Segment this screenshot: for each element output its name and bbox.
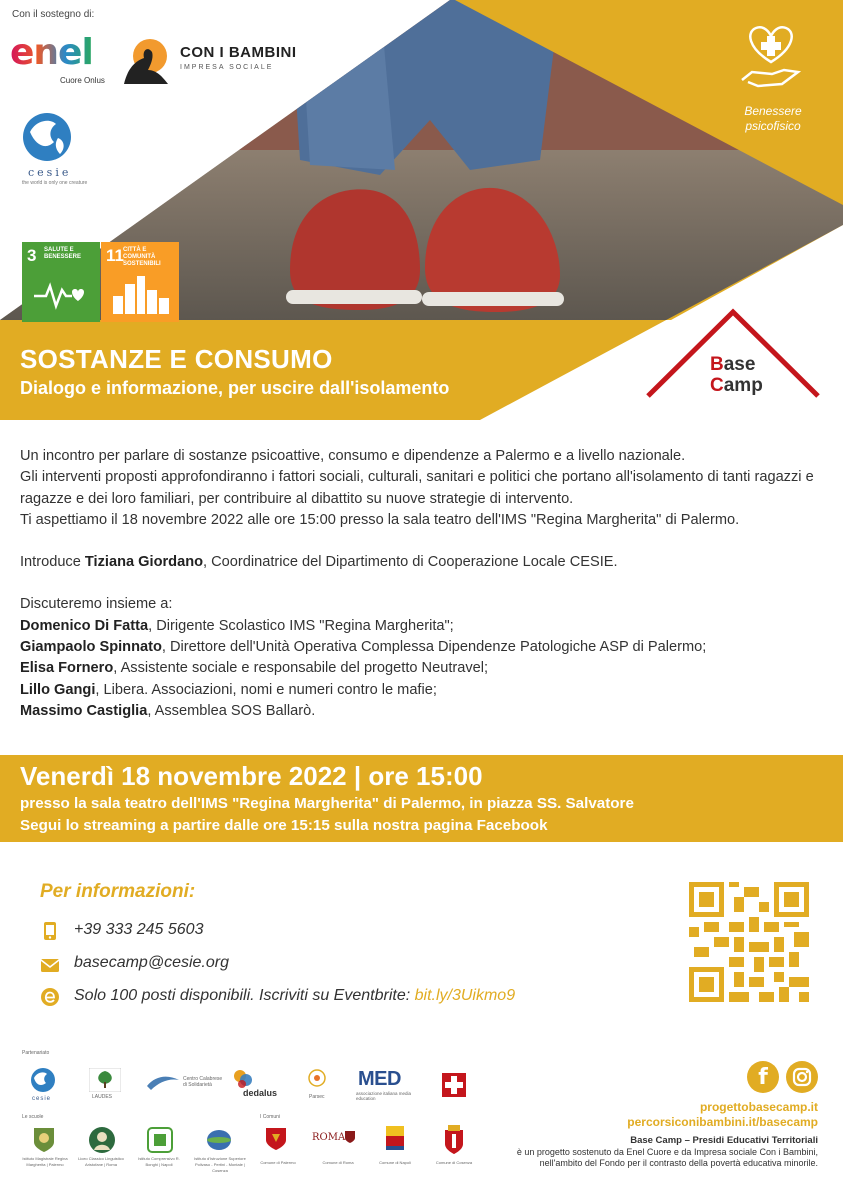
eventbrite-icon xyxy=(40,987,60,1007)
streaming-info: Segui lo streaming a partire dalle ore 15:15 sulla nostra pagina Facebook xyxy=(20,817,548,834)
wellness-heart-hand-icon xyxy=(738,22,804,92)
basecamp-b: B xyxy=(710,354,724,375)
city-napoli-crest-icon xyxy=(384,1124,406,1154)
schools-label: Le scuole xyxy=(22,1114,44,1120)
city-icon xyxy=(111,272,171,316)
partner-centro-icon xyxy=(145,1072,181,1094)
municipalities-label: I Comuni xyxy=(260,1114,281,1120)
event-subtitle: Dialogo e informazione, per uscire dall'isolamento xyxy=(20,378,450,398)
partners-label: Partenariato xyxy=(22,1050,50,1056)
website-link-2[interactable]: percorsiconibambini.it/basecamp xyxy=(627,1115,818,1129)
sdg3-number: 3 xyxy=(27,246,37,265)
conibambini-sub: IMPRESA SOCIALE xyxy=(180,64,274,71)
partner-med-name: MED xyxy=(358,1068,401,1090)
city-palermo-crest-icon xyxy=(264,1126,288,1152)
school-2-crest-icon xyxy=(88,1126,116,1154)
hero-section xyxy=(0,0,843,420)
email-address[interactable]: basecamp@cesie.org xyxy=(74,954,229,971)
school-1-crest-icon xyxy=(32,1126,56,1154)
school-3-logo-icon xyxy=(146,1126,174,1154)
wellness-line2: psicofisico xyxy=(745,119,801,133)
paragraph-2: Gli interventi proposti approfondiranno i fattori sociali, culturali, sanitari e politici che portano all'isolamento di tanti ragazzi e ragazze e dei loro familiari, per contribuire al dibattito su nuove strategie di intervento. xyxy=(20,469,814,507)
enel-sub: Cuore Onlus xyxy=(60,76,105,85)
eventbrite-link[interactable]: bit.ly/3Uikmo9 xyxy=(414,987,516,1004)
event-title: SOSTANZE E CONSUMO xyxy=(20,344,333,374)
intro-line: Introduce Tiziana Giordano, Coordinatrice del Dipartimento di Cooperazione Locale CESIE. xyxy=(20,554,618,571)
school-4-logo-icon xyxy=(205,1128,233,1152)
city-napoli-name: Comune di Napoli xyxy=(379,1160,411,1165)
speaker-3: Elisa Fornero, Assistente sociale e responsabile del progetto Neutravel; xyxy=(20,660,489,677)
discuss-label: Discuteremo insieme a: xyxy=(20,596,173,613)
seats-info: Solo 100 posti disponibili. Iscriviti su Eventbrite: bit.ly/3Uikmo9 xyxy=(74,987,516,1004)
conibambini-icon xyxy=(118,36,174,88)
paragraph-1: Un incontro per parlare di sostanze psicoattive, consumo e dipendenze a Palermo e a livello nazionale. xyxy=(20,448,686,464)
city-palermo-name: Comune di Palermo xyxy=(260,1160,296,1165)
partner-laudes-icon xyxy=(89,1068,121,1092)
phone-icon xyxy=(40,921,60,941)
sponsor-label: Con il sostegno di: xyxy=(12,9,95,20)
paragraph-3: Ti aspettiamo il 18 novembre 2022 alle ore 15:00 presso la sala teatro dell'IMS "Regina Margherita" di Palermo. xyxy=(20,511,740,528)
event-description xyxy=(20,446,828,722)
sdg11-label: CITTÀ E COMUNITÀ SOSTENIBILI xyxy=(123,247,161,267)
enel-logo xyxy=(10,32,93,73)
city-cosenza-name: Comune di Cosenza xyxy=(435,1160,473,1165)
heartbeat-icon xyxy=(32,278,90,310)
speaker-4: Lillo Gangi, Libera. Associazioni, nomi e numeri contro le mafie; xyxy=(20,681,437,698)
partner-cesie-name: cesie xyxy=(32,1096,52,1102)
wellness-label xyxy=(725,104,821,134)
intro-name: Tiziana Giordano xyxy=(84,554,204,571)
basecamp-c: C xyxy=(710,375,724,396)
event-date: Venerdì 18 novembre 2022 | ore 15:00 xyxy=(20,761,483,791)
enel-logo-text: enel xyxy=(10,32,93,73)
instagram-icon xyxy=(786,1061,818,1093)
website-link-1[interactable]: progettobasecamp.it xyxy=(699,1100,818,1114)
school-3-name: Istituto Comprensivo R. Bonghi | Napoli xyxy=(138,1156,180,1167)
city-roma-crest-icon xyxy=(344,1130,356,1144)
school-1-name: Istituto Magistrale Regina Margherita | Palermo xyxy=(22,1156,68,1167)
project-description: è un progetto sostenuto da Enel Cuore e da Impresa sociale Con i Bambini, nell'ambito del Fondo per il contrasto della povertà educativa minorile. xyxy=(516,1147,818,1168)
instagram-button[interactable] xyxy=(786,1061,818,1093)
partner-cesie-icon xyxy=(28,1066,58,1096)
envelope-icon xyxy=(40,955,60,975)
phone-number[interactable]: +39 333 245 5603 xyxy=(74,921,204,938)
project-title: Base Camp – Presidi Educativi Territoriali xyxy=(630,1135,818,1146)
sdg11-number: 11 xyxy=(106,246,124,265)
speaker-2: Giampaolo Spinnato, Direttore dell'Unità Operativa Complessa Dipendenze Patologiche ASP di Palermo; xyxy=(20,639,707,656)
speaker-5: Massimo Castiglia, Assemblea SOS Ballarò. xyxy=(20,702,316,719)
basecamp-logo-text xyxy=(710,354,763,396)
cesie-globe-icon xyxy=(20,110,74,164)
info-title: Per informazioni: xyxy=(40,881,196,902)
basecamp-ase: ase xyxy=(723,354,756,375)
qr-code xyxy=(689,882,809,1002)
partner-laudes-name: LAUDES xyxy=(92,1094,113,1100)
partner-med-sub: associazione italiana media education xyxy=(356,1091,412,1101)
partner-parsec-icon xyxy=(305,1068,329,1092)
school-2-name: Liceo Classico Linguistico Aristofane | Roma xyxy=(78,1156,124,1167)
partner-parsec-name: Parsec xyxy=(309,1094,325,1100)
city-cosenza-crest-icon xyxy=(442,1124,466,1156)
event-location: presso la sala teatro dell'IMS "Regina Margherita" di Palermo, in piazza SS. Salvatore xyxy=(20,795,634,812)
sdg3-label: SALUTE E BENESSERE xyxy=(44,247,82,260)
partner-dedalus-icon xyxy=(232,1068,254,1090)
cesie-sub: the world is only one creature xyxy=(22,180,88,186)
sdg11-badge xyxy=(101,242,179,322)
wellness-line1: Benessere xyxy=(744,104,802,118)
partner-red-cross-icon xyxy=(441,1072,467,1098)
sdg3-badge xyxy=(22,242,100,322)
city-roma-text: ROMA xyxy=(312,1132,346,1143)
cesie-name: cesie xyxy=(28,166,72,179)
facebook-icon[interactable]: f xyxy=(747,1061,779,1093)
speaker-1: Domenico Di Fatta, Dirigente Scolastico IMS "Regina Margherita"; xyxy=(20,617,454,634)
conibambini-name: CON I BAMBINI xyxy=(180,44,297,61)
city-roma-name: Comune di Roma xyxy=(322,1160,354,1165)
partner-dedalus-name: dedalus xyxy=(243,1088,278,1098)
basecamp-amp: amp xyxy=(723,375,763,396)
school-4-name: Istituto d'Istruzione Superiore Polivaso - Pertini - Montale | Cosenza xyxy=(194,1156,246,1173)
partner-centro-name: Centro Calabrese di Solidarietà xyxy=(183,1076,223,1088)
